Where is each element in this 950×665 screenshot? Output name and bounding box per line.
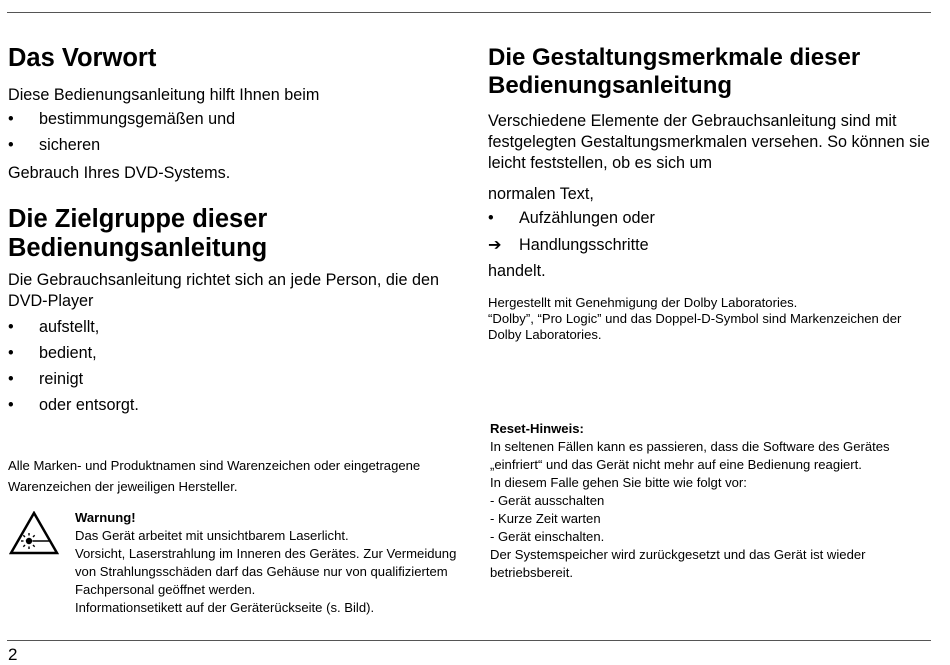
design-list <box>488 205 936 259</box>
foreword-title: Das Vorwort <box>8 44 157 72</box>
page-number: 2 <box>8 645 18 664</box>
list-item: • bestimmungsgemäßen und <box>8 106 458 132</box>
reset-step: - Kurze Zeit warten <box>490 511 601 526</box>
list-item: • bedient, <box>8 340 458 366</box>
warning-title: Warnung! <box>75 510 136 525</box>
list-item: • Aufzählungen oder <box>488 205 936 231</box>
reset-title: Reset-Hinweis: <box>490 421 584 436</box>
foreword-list <box>8 106 458 158</box>
bullet-icon: • <box>8 318 14 336</box>
bullet-icon: • <box>488 209 494 227</box>
dolby-line: Hergestellt mit Genehmigung der Dolby Laboratories. <box>488 295 798 310</box>
foreword-outro: Gebrauch Ihres DVD-Systems. <box>8 164 231 182</box>
left-column <box>8 44 458 617</box>
trademarks-note: Alle Marken- und Produktnamen sind Warenzeichen oder eingetragene Warenzeichen der jeweiligen Hersteller. <box>8 458 421 494</box>
top-rule <box>7 12 931 13</box>
bullet-icon: • <box>8 396 14 414</box>
dolby-note <box>488 295 936 343</box>
warning-text <box>75 509 458 617</box>
reset-step: - Gerät einschalten. <box>490 529 605 544</box>
design-section <box>488 44 936 282</box>
audience-section <box>8 205 458 418</box>
design-normal-text: normalen Text, <box>488 185 594 203</box>
list-item: • oder entsorgt. <box>8 392 458 418</box>
bullet-icon: • <box>8 344 14 362</box>
arrow-right-icon: ➔ <box>488 236 502 254</box>
bottom-rule <box>7 640 931 641</box>
warning-line: Das Gerät arbeitet mit unsichtbarem Laserlicht. <box>75 528 349 543</box>
list-item: • sicheren <box>8 132 458 158</box>
reset-section <box>490 420 930 582</box>
dolby-line: “Dolby”, “Pro Logic” und das Doppel-D-Symbol sind Markenzeichen der Dolby Laboratories. <box>488 311 902 342</box>
audience-title: Die Zielgruppe dieser Bedienungsanleitung <box>8 205 268 262</box>
reset-text: In seltenen Fällen kann es passieren, dass die Software des Gerätes „einfriert“ und das Gerät nicht mehr auf eine Bedienung reagiert. <box>490 439 890 472</box>
audience-intro: Die Gebrauchsanleitung richtet sich an jede Person, die den DVD-Player <box>8 271 440 310</box>
bullet-icon: • <box>8 370 14 388</box>
list-item: • aufstellt, <box>8 314 458 340</box>
reset-step: - Gerät ausschalten <box>490 493 605 508</box>
bullet-icon: • <box>8 136 14 154</box>
foreword-intro: Diese Bedienungsanleitung hilft Ihnen beim <box>8 86 320 104</box>
warning-block <box>8 509 458 617</box>
reset-text: In diesem Falle gehen Sie bitte wie folgt vor: <box>490 475 747 490</box>
list-item: • reinigt <box>8 366 458 392</box>
warning-line: Vorsicht, Laserstrahlung im Inneren des Gerätes. Zur Vermeidung von Strahlungsschäden darf das Gehäuse nur von qualifiziertem Fachpersonal geöffnet werden. <box>75 546 457 597</box>
laser-warning-icon <box>9 511 59 555</box>
list-item: ➔ Handlungsschritte <box>488 231 936 259</box>
design-outro: handelt. <box>488 262 546 280</box>
bullet-icon: • <box>8 110 14 128</box>
design-title: Die Gestaltungsmerkmale dieser Bedienungsanleitung <box>488 44 861 99</box>
audience-list <box>8 314 458 418</box>
design-intro: Verschiedene Elemente der Gebrauchsanleitung sind mit festgelegten Gestaltungsmerkmalen versehen. So können sie leicht feststellen, ob es sich um <box>488 112 930 172</box>
right-column <box>488 44 936 580</box>
warning-line: Informationsetikett auf der Geräterückseite (s. Bild). <box>75 600 375 615</box>
reset-closing: Der Systemspeicher wird zurückgesetzt und das Gerät ist wieder betriebsbereit. <box>490 547 866 580</box>
foreword-section <box>8 44 458 184</box>
